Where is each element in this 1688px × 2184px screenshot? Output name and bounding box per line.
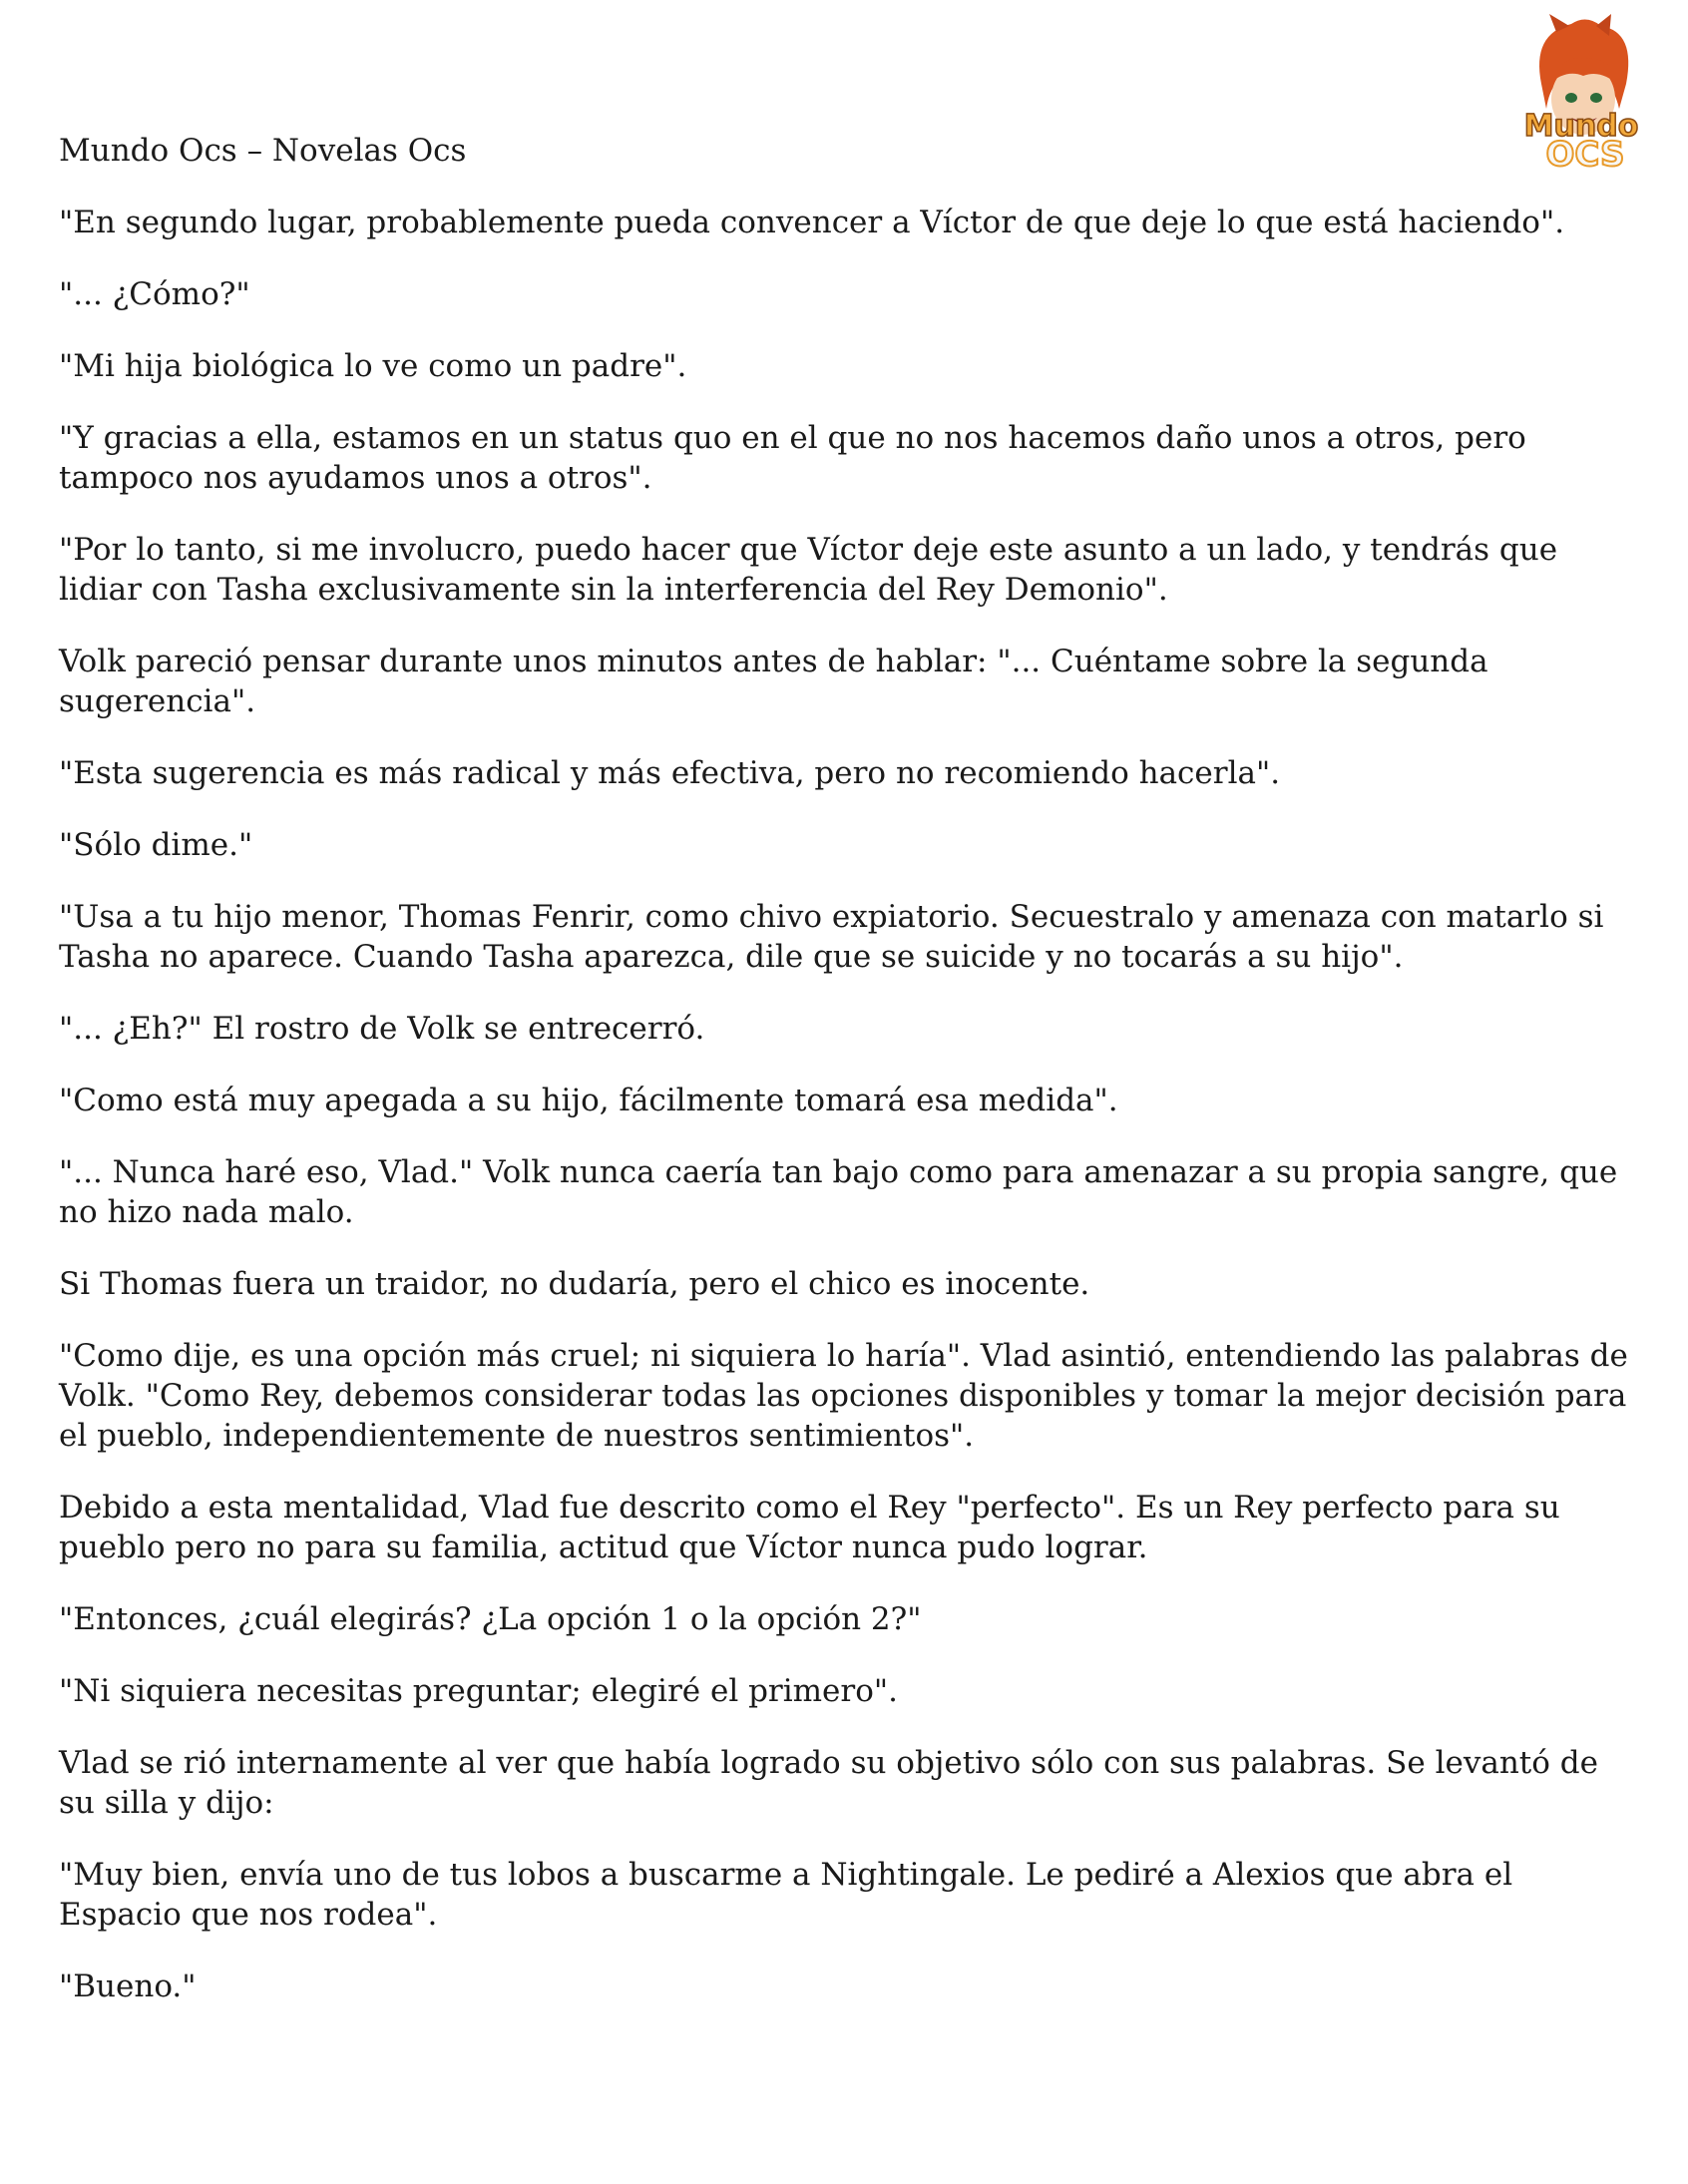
paragraph: "Usa a tu hijo menor, Thomas Fenrir, como chivo expiatorio. Secuestralo y amenaza con matarlo si Tasha no aparece. Cuando Tasha aparezca, dile que se suicide y no tocarás a su hijo". [59, 899, 1604, 975]
paragraph: "... ¿Cómo?" [59, 276, 250, 312]
paragraph: "Muy bien, envía uno de tus lobos a buscarme a Nightingale. Le pediré a Alexios que abra el Espacio que nos rodea". [59, 1857, 1513, 1933]
paragraph: "Y gracias a ella, estamos en un status quo en el que no nos hacemos daño unos a otros, pero tampoco nos ayudamos unos a otros". [59, 420, 1526, 496]
paragraph: Debido a esta mentalidad, Vlad fue descrito como el Rey "perfecto". Es un Rey perfecto para su pueblo pero no para su familia, actitud que Víctor nunca pudo lograr. [59, 1490, 1560, 1565]
paragraph: "... Nunca haré eso, Vlad." Volk nunca caería tan bajo como para amenazar a su propia sangre, que no hizo nada malo. [59, 1154, 1618, 1230]
logo-text-bottom: OCS [1545, 135, 1625, 174]
paragraph: "En segundo lugar, probablemente pueda convencer a Víctor de que deje lo que está haciendo". [59, 205, 1565, 240]
paragraph: "... ¿Eh?" El rostro de Volk se entrecerró. [59, 1011, 705, 1047]
paragraph: Vlad se rió internamente al ver que había logrado su objetivo sólo con sus palabras. Se levantó de su silla y dijo: [59, 1745, 1598, 1821]
paragraph: "Bueno." [59, 1968, 197, 2004]
document-body [59, 131, 1635, 2038]
paragraph: "Mi hija biológica lo ve como un padre". [59, 348, 687, 384]
paragraph: Volk pareció pensar durante unos minutos antes de hablar: "... Cuéntame sobre la segunda sugerencia". [59, 644, 1488, 719]
logo-text-top: Mundo [1523, 109, 1639, 144]
paragraph: "Ni siquiera necesitas preguntar; elegiré el primero". [59, 1673, 898, 1709]
paragraph: Si Thomas fuera un traidor, no dudaría, pero el chico es inocente. [59, 1266, 1090, 1302]
paragraph: "Sólo dime." [59, 827, 253, 863]
paragraph: "Por lo tanto, si me involucro, puedo hacer que Víctor deje este asunto a un lado, y tendrás que lidiar con Tasha exclusivamente sin la interferencia del Rey Demonio". [59, 532, 1558, 608]
paragraph: "Esta sugerencia es más radical y más efectiva, pero no recomiendo hacerla". [59, 755, 1281, 791]
site-header-line: Mundo Ocs – Novelas Ocs [59, 133, 467, 169]
paragraph: "Como dije, es una opción más cruel; ni siquiera lo haría". Vlad asintió, entendiendo las palabras de Volk. "Como Rey, debemos considerar todas las opciones disponibles y tomar la mejor decisión para el pueblo, independientemente de nuestros sentimientos". [59, 1338, 1628, 1454]
paragraph: "Como está muy apegada a su hijo, fácilmente tomará esa medida". [59, 1083, 1118, 1118]
paragraph: "Entonces, ¿cuál elegirás? ¿La opción 1 o la opción 2?" [59, 1601, 922, 1637]
